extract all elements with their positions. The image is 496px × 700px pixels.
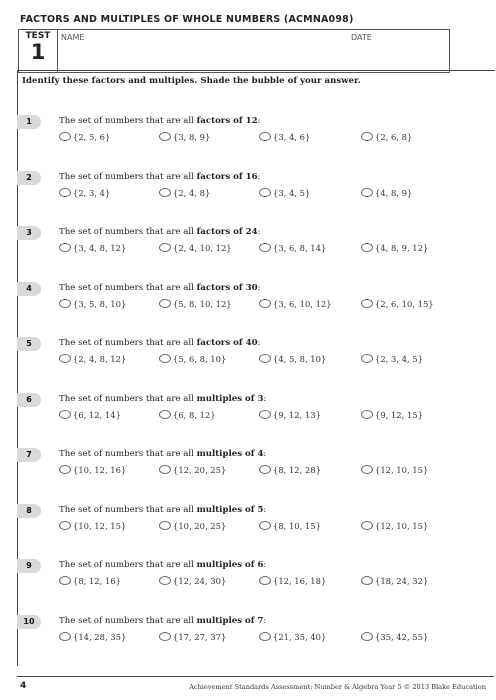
answer-bubble-icon[interactable]	[361, 521, 373, 530]
answer-option[interactable]	[59, 410, 121, 422]
answer-option[interactable]	[259, 243, 326, 255]
answer-bubble-icon[interactable]	[59, 132, 71, 141]
question-prefix: The set of numbers that are all	[59, 616, 197, 626]
question-item	[0, 448, 496, 490]
question-suffix: :	[257, 338, 261, 348]
answer-option-label: {8, 10, 15}	[273, 521, 321, 531]
question-item	[0, 226, 496, 268]
answer-bubble-icon[interactable]	[159, 521, 171, 530]
answer-option[interactable]	[259, 354, 326, 366]
question-item	[0, 559, 496, 601]
answer-option-label: {2, 4, 10, 12}	[173, 243, 232, 253]
question-number: 7	[17, 448, 41, 462]
answer-option[interactable]	[361, 521, 428, 533]
answer-bubble-icon[interactable]	[159, 132, 171, 141]
answer-option-label: {3, 5, 8, 10}	[73, 299, 127, 309]
answer-option-label: {2, 6, 8}	[375, 132, 413, 142]
answer-option[interactable]	[259, 632, 326, 644]
question-suffix: :	[257, 227, 261, 237]
answer-option[interactable]	[361, 132, 412, 144]
question-keyword: multiples of 7	[196, 616, 264, 626]
answer-option[interactable]	[59, 576, 121, 588]
answer-option[interactable]	[159, 243, 232, 255]
answer-options	[59, 188, 489, 202]
question-number: 6	[17, 393, 41, 407]
answer-option[interactable]	[159, 132, 210, 144]
answer-option-label: {9, 12, 13}	[273, 410, 321, 420]
question-keyword: multiples of 3	[196, 394, 264, 404]
answer-bubble-icon[interactable]	[259, 576, 271, 585]
answer-option[interactable]	[59, 188, 110, 200]
answer-bubble-icon[interactable]	[259, 410, 271, 419]
answer-option-label: {6, 8, 12}	[173, 410, 216, 420]
answer-option[interactable]	[361, 188, 412, 200]
answer-option[interactable]	[159, 521, 226, 533]
question-keyword: factors of 12	[196, 116, 258, 126]
question-number: 5	[17, 337, 41, 351]
question-text	[59, 338, 260, 348]
page-title: FACTORS AND MULTIPLES OF WHOLE NUMBERS (ACMNA098)	[20, 14, 354, 25]
question-prefix: The set of numbers that are all	[59, 116, 197, 126]
answer-option-label: {3, 4, 6}	[273, 132, 311, 142]
date-field-label: DATE	[351, 33, 372, 42]
question-prefix: The set of numbers that are all	[59, 172, 197, 182]
question-item	[0, 615, 496, 657]
answer-bubble-icon[interactable]	[361, 354, 373, 363]
answer-option-label: {9, 12, 15}	[375, 410, 423, 420]
test-number: 1	[30, 40, 46, 64]
test-badge	[19, 30, 58, 72]
answer-options	[59, 299, 489, 313]
answer-bubble-icon[interactable]	[59, 243, 71, 252]
question-number: 3	[17, 226, 41, 240]
question-suffix: :	[257, 116, 261, 126]
answer-option-label: {35, 42, 55}	[375, 632, 429, 642]
answer-option-label: {3, 8, 9}	[173, 132, 211, 142]
question-item	[0, 393, 496, 435]
answer-bubble-icon[interactable]	[159, 410, 171, 419]
answer-option[interactable]	[59, 632, 126, 644]
answer-bubble-icon[interactable]	[259, 132, 271, 141]
question-keyword: factors of 24	[196, 227, 258, 237]
footer-divider	[17, 676, 494, 677]
question-prefix: The set of numbers that are all	[59, 394, 197, 404]
question-suffix: :	[263, 449, 267, 459]
answer-option-label: {2, 4, 8, 12}	[73, 354, 127, 364]
answer-option-label: {10, 12, 16}	[73, 465, 127, 475]
question-suffix: :	[263, 560, 267, 570]
answer-option[interactable]	[159, 410, 216, 422]
question-number: 8	[17, 504, 41, 518]
answer-bubble-icon[interactable]	[59, 188, 71, 197]
question-number: 1	[17, 115, 41, 129]
answer-option-label: {3, 4, 8, 12}	[73, 243, 127, 253]
answer-option-label: {3, 6, 10, 12}	[273, 299, 332, 309]
answer-option[interactable]	[259, 410, 321, 422]
answer-bubble-icon[interactable]	[59, 521, 71, 530]
answer-option-label: {14, 28, 35}	[73, 632, 127, 642]
answer-option[interactable]	[159, 188, 210, 200]
answer-option[interactable]	[259, 465, 321, 477]
answer-option-label: {2, 3, 4}	[73, 188, 111, 198]
answer-option-label: {4, 5, 8, 10}	[273, 354, 327, 364]
question-keyword: multiples of 4	[196, 449, 264, 459]
answer-option-label: {2, 5, 6}	[73, 132, 111, 142]
question-text	[59, 172, 260, 182]
answer-bubble-icon[interactable]	[159, 188, 171, 197]
answer-option-label: {10, 12, 15}	[73, 521, 127, 531]
question-suffix: :	[263, 394, 267, 404]
question-keyword: factors of 40	[196, 338, 258, 348]
answer-bubble-icon[interactable]	[361, 410, 373, 419]
question-number: 10	[17, 615, 41, 629]
question-prefix: The set of numbers that are all	[59, 227, 197, 237]
answer-option[interactable]	[259, 299, 332, 311]
question-text	[59, 505, 266, 515]
answer-options	[59, 632, 489, 646]
answer-option[interactable]	[59, 243, 126, 255]
answer-option-label: {8, 12, 28}	[273, 465, 321, 475]
answer-option[interactable]	[59, 299, 126, 311]
answer-option-label: {5, 8, 10, 12}	[173, 299, 232, 309]
answer-option[interactable]	[259, 576, 326, 588]
answer-option-label: {12, 20, 25}	[173, 465, 227, 475]
question-text	[59, 116, 260, 126]
answer-bubble-icon[interactable]	[59, 576, 71, 585]
answer-bubble-icon[interactable]	[159, 465, 171, 474]
instructions: Identify these factors and multiples. Shade the bubble of your answer.	[22, 76, 361, 86]
answer-options	[59, 410, 489, 424]
answer-option-label: {2, 4, 8}	[173, 188, 211, 198]
answer-bubble-icon[interactable]	[259, 188, 271, 197]
answer-options	[59, 521, 489, 535]
question-suffix: :	[257, 172, 261, 182]
answer-option[interactable]	[259, 188, 310, 200]
question-number: 2	[17, 171, 41, 185]
answer-bubble-icon[interactable]	[159, 299, 171, 308]
answer-bubble-icon[interactable]	[259, 354, 271, 363]
page-number: 4	[20, 681, 27, 691]
answer-option-label: {12, 24, 30}	[173, 576, 227, 586]
answer-option-label: {17, 27, 37}	[173, 632, 227, 642]
question-suffix: :	[257, 283, 261, 293]
question-item	[0, 282, 496, 324]
question-prefix: The set of numbers that are all	[59, 505, 197, 515]
answer-option[interactable]	[159, 354, 226, 366]
answer-bubble-icon[interactable]	[59, 410, 71, 419]
footer-copyright: Achievement Standards Assessment: Number & Algebra Year 5 © 2013 Blake Education	[189, 683, 486, 691]
answer-option-label: {3, 6, 8, 14}	[273, 243, 327, 253]
answer-bubble-icon[interactable]	[159, 354, 171, 363]
question-item	[0, 115, 496, 157]
question-text	[59, 449, 266, 459]
answer-bubble-icon[interactable]	[361, 632, 373, 641]
answer-option[interactable]	[361, 299, 434, 311]
name-field-label: NAME	[61, 33, 85, 42]
answer-option[interactable]	[361, 410, 423, 422]
answer-bubble-icon[interactable]	[259, 632, 271, 641]
question-text	[59, 283, 260, 293]
answer-option[interactable]	[59, 132, 110, 144]
answer-option-label: {4, 8, 9, 12}	[375, 243, 429, 253]
answer-option-label: {5, 6, 8, 10}	[173, 354, 227, 364]
answer-bubble-icon[interactable]	[59, 632, 71, 641]
answer-options	[59, 354, 489, 368]
answer-options	[59, 132, 489, 146]
answer-option[interactable]	[59, 354, 126, 366]
question-number: 9	[17, 559, 41, 573]
answer-option-label: {21, 35, 40}	[273, 632, 327, 642]
question-text	[59, 616, 266, 626]
question-suffix: :	[263, 505, 267, 515]
answer-options	[59, 576, 489, 590]
answer-bubble-icon[interactable]	[361, 576, 373, 585]
answer-bubble-icon[interactable]	[361, 243, 373, 252]
answer-option-label: {12, 16, 18}	[273, 576, 327, 586]
answer-bubble-icon[interactable]	[59, 465, 71, 474]
question-prefix: The set of numbers that are all	[59, 560, 197, 570]
student-header	[18, 29, 450, 73]
answer-bubble-icon[interactable]	[361, 188, 373, 197]
answer-bubble-icon[interactable]	[361, 299, 373, 308]
answer-option[interactable]	[59, 465, 126, 477]
answer-bubble-icon[interactable]	[159, 576, 171, 585]
answer-bubble-icon[interactable]	[361, 465, 373, 474]
answer-option-label: {18, 24, 32}	[375, 576, 429, 586]
answer-option-label: {8, 12, 16}	[73, 576, 121, 586]
answer-bubble-icon[interactable]	[259, 299, 271, 308]
question-text	[59, 560, 266, 570]
question-text	[59, 227, 260, 237]
answer-option-label: {12, 10, 15}	[375, 521, 429, 531]
answer-bubble-icon[interactable]	[159, 243, 171, 252]
answer-bubble-icon[interactable]	[59, 354, 71, 363]
question-keyword: multiples of 5	[196, 505, 264, 515]
question-item	[0, 171, 496, 213]
question-keyword: factors of 16	[196, 172, 258, 182]
question-suffix: :	[263, 616, 267, 626]
answer-option[interactable]	[361, 576, 428, 588]
answer-option[interactable]	[159, 465, 226, 477]
answer-bubble-icon[interactable]	[259, 243, 271, 252]
answer-options	[59, 465, 489, 479]
question-prefix: The set of numbers that are all	[59, 338, 197, 348]
answer-option[interactable]	[159, 632, 226, 644]
answer-bubble-icon[interactable]	[361, 132, 373, 141]
answer-option[interactable]	[159, 576, 226, 588]
question-text	[59, 394, 266, 404]
answer-option-label: {2, 6, 10, 15}	[375, 299, 434, 309]
answer-option-label: {2, 3, 4, 5}	[375, 354, 423, 364]
answer-option-label: {12, 10, 15}	[375, 465, 429, 475]
answer-option[interactable]	[361, 632, 428, 644]
question-item	[0, 504, 496, 546]
answer-bubble-icon[interactable]	[159, 632, 171, 641]
answer-option[interactable]	[361, 465, 428, 477]
answer-option[interactable]	[259, 132, 310, 144]
answer-option-label: {10, 20, 25}	[173, 521, 227, 531]
answer-option[interactable]	[59, 521, 126, 533]
answer-option-label: {4, 8, 9}	[375, 188, 413, 198]
question-keyword: multiples of 6	[196, 560, 264, 570]
answer-bubble-icon[interactable]	[59, 299, 71, 308]
question-prefix: The set of numbers that are all	[59, 449, 197, 459]
question-item	[0, 337, 496, 379]
answer-option-label: {3, 4, 5}	[273, 188, 311, 198]
test-label: TEST	[25, 31, 51, 41]
answer-bubble-icon[interactable]	[259, 465, 271, 474]
answer-options	[59, 243, 489, 257]
question-number: 4	[17, 282, 41, 296]
answer-option[interactable]	[159, 299, 232, 311]
answer-option[interactable]	[361, 354, 423, 366]
question-keyword: factors of 30	[196, 283, 258, 293]
answer-option[interactable]	[361, 243, 428, 255]
answer-option[interactable]	[259, 521, 321, 533]
answer-option-label: {6, 12, 14}	[73, 410, 121, 420]
answer-bubble-icon[interactable]	[259, 521, 271, 530]
question-prefix: The set of numbers that are all	[59, 283, 197, 293]
